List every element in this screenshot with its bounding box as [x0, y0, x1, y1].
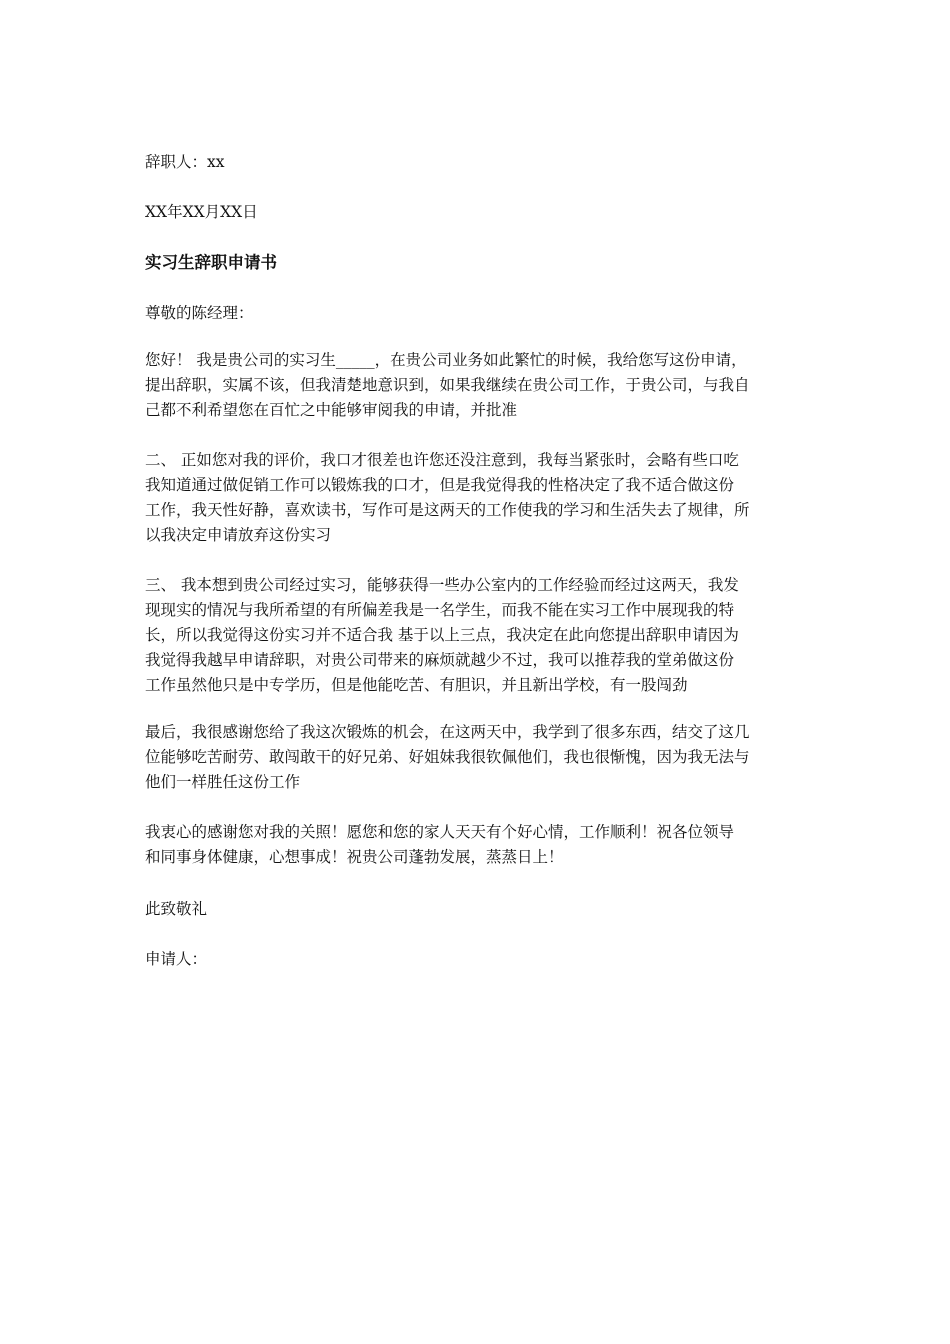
applicant-line: 申请人：	[145, 950, 208, 968]
salutation: 尊敬的陈经理：	[145, 304, 254, 322]
paragraph-3	[145, 573, 810, 698]
paragraph-3-line: 我觉得我越早申请辞职，对贵公司带来的麻烦就越少不过，我可以推荐我的堂弟做这份	[145, 651, 735, 669]
paragraph-4	[145, 720, 810, 795]
paragraph-3-line: 工作虽然他只是中专学历，但是他能吃苦、有胆识，并且新出学校，有一股闯劲	[145, 676, 688, 694]
paragraph-2-line: 我知道通过做促销工作可以锻炼我的口才，但是我觉得我的性格决定了我不适合做这份	[145, 476, 735, 494]
document-page	[145, 0, 810, 1344]
document-title: 实习生辞职申请书	[145, 253, 277, 272]
paragraph-4-line: 位能够吃苦耐劳、敢闯敢干的好兄弟、好姐妹我很钦佩他们，我也很惭愧，因为我无法与	[145, 748, 750, 766]
resigner-line: 辞职人：xx	[145, 153, 225, 171]
paragraph-4-line: 他们一样胜任这份工作	[145, 773, 301, 791]
paragraph-1	[145, 348, 810, 423]
paragraph-5-line: 和同事身体健康，心想事成！祝贵公司蓬勃发展，蒸蒸日上！	[145, 848, 564, 866]
paragraph-5-line: 我衷心的感谢您对我的关照！愿您和您的家人天天有个好心情，工作顺利！祝各位领导	[145, 823, 735, 841]
paragraph-1-line: 您好！ 我是贵公司的实习生_____，在贵公司业务如此繁忙的时候，我给您写这份申请，	[145, 351, 747, 369]
date-line: XX年XX月XX日	[145, 203, 258, 221]
paragraph-2-line: 以我决定申请放弃这份实习	[145, 526, 332, 544]
paragraph-2-line: 二、 正如您对我的评价，我口才很差也许您还没注意到，我每当紧张时，会略有些口吃	[145, 451, 739, 469]
paragraph-3-line: 长，所以我觉得这份实习并不适合我 基于以上三点，我决定在此向您提出辞职申请因为	[145, 626, 739, 644]
paragraph-1-line: 提出辞职，实属不该，但我清楚地意识到，如果我继续在贵公司工作，于贵公司，与我自	[145, 376, 750, 394]
closing: 此致敬礼	[145, 900, 208, 918]
paragraph-2-line: 工作，我天性好静，喜欢读书，写作可是这两天的工作使我的学习和生活失去了规律，所	[145, 501, 750, 519]
paragraph-2	[145, 448, 810, 548]
paragraph-3-line: 现现实的情况与我所希望的有所偏差我是一名学生，而我不能在实习工作中展现我的特	[145, 601, 735, 619]
paragraph-1-line: 己都不利希望您在百忙之中能够审阅我的申请，并批准	[145, 401, 518, 419]
paragraph-5	[145, 820, 810, 870]
paragraph-4-line: 最后，我很感谢您给了我这次锻炼的机会，在这两天中，我学到了很多东西，结交了这几	[145, 723, 750, 741]
paragraph-3-line: 三、 我本想到贵公司经过实习，能够获得一些办公室内的工作经验而经过这两天，我发	[145, 576, 739, 594]
